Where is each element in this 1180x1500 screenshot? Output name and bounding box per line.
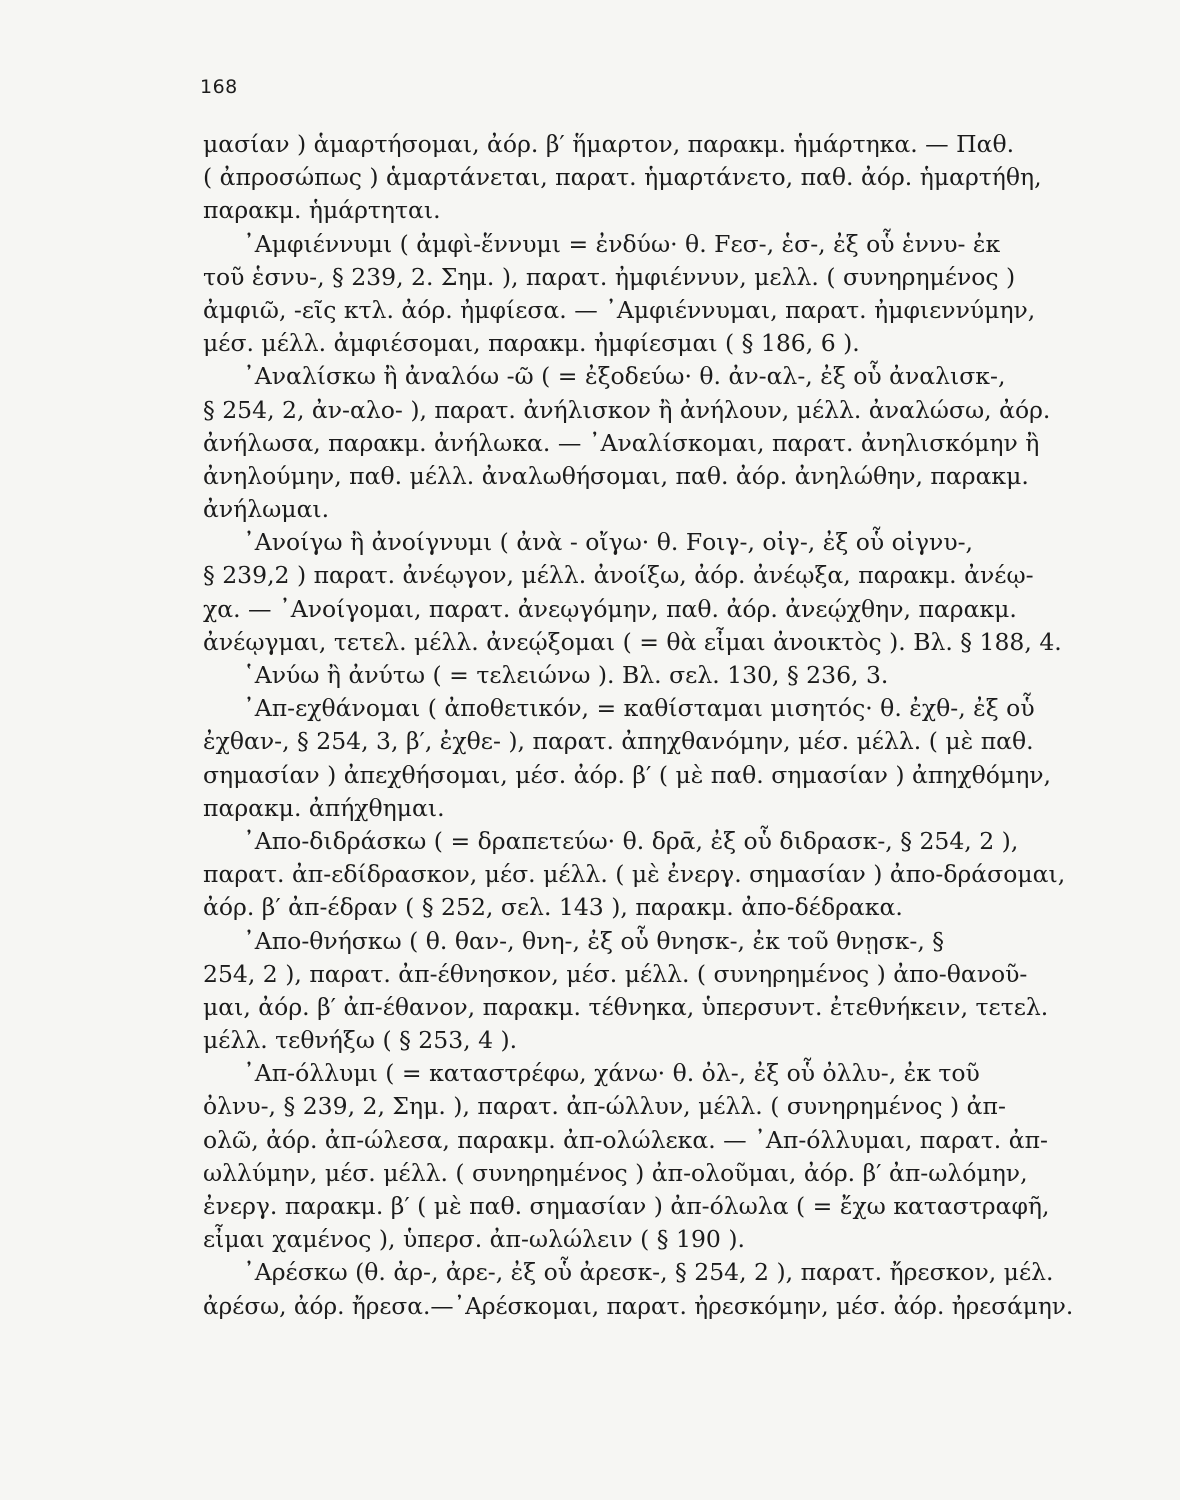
text-line: ἀνήλωσα, παρακμ. ἀνήλωκα. — ᾿Αναλίσκομαι, παρατ. ἀνηλισκόμην ἢ — [203, 428, 1040, 457]
text-line: ἀρέσω, ἀόρ. ἤρεσα.—᾿Αρέσκομαι, παρατ. ἠρεσκόμην, μέσ. ἀόρ. ἠρεσάμην. — [203, 1292, 1074, 1320]
text-line: ολῶ, ἀόρ. ἀπ-ώλεσα, παρακμ. ἀπ-ολώλεκα. — ᾿Απ-όλλυμαι, παρατ. ἀπ- — [203, 1125, 1048, 1154]
text-line: παρακμ. ἀπήχθημαι. — [203, 793, 445, 822]
text-line: ( ἀπροσώπως ) ἁμαρτάνεται, παρατ. ἡμαρτάνετο, παθ. ἀόρ. ἡμαρτήθη, — [203, 163, 1042, 192]
text-line: μέσ. μέλλ. ἀμφιέσομαι, παρακμ. ἠμφίεσμαι ( § 186, 6 ). — [203, 329, 860, 358]
text-line: μαι, ἀόρ. β′ ἀπ-έθανον, παρακμ. τέθνηκα, ὑπερσυντ. ἐτεθνήκειν, τετελ. — [203, 992, 1049, 1021]
text-line: σημασίαν ) ἀπεχθήσομαι, μέσ. ἀόρ. β′ ( μὲ παθ. σημασίαν ) ἀπηχθόμην, — [203, 760, 1052, 789]
entry-headline: ᾿Ανοίγω ἢ ἀνοίγνυμι ( ἀνὰ - οἴγω· θ. Fοιγ-, οἰγ-, ἐξ οὗ οἰγνυ-, — [243, 528, 974, 557]
text-line: τοῦ ἑσνυ-, § 239, 2. Σημ. ), παρατ. ἠμφιέννυν, μελλ. ( συνηρημένος ) — [203, 262, 1016, 291]
text-line: μέλλ. τεθνήξω ( § 253, 4 ). — [203, 1026, 518, 1055]
text-line: ἐνεργ. παρακμ. β′ ( μὲ παθ. σημασίαν ) ἀπ-όλωλα ( = ἔχω καταστραφῆ, — [203, 1192, 1050, 1220]
text-line: παρατ. ἀπ-εδίδρασκον, μέσ. μέλλ. ( μὲ ἐνεργ. σημασίαν ) ἀπο-δράσομαι, — [203, 860, 1066, 889]
entry-headline: ᾿Απ-όλλυμι ( = καταστρέφω, χάνω· θ. ὀλ-, ἐξ οὗ ὀλλυ-, ἐκ τοῦ — [243, 1059, 980, 1088]
text-line: ὀλνυ-, § 239, 2, Σημ. ), παρατ. ἀπ-ώλλυν, μέλλ. ( συνηρημένος ) ἀπ- — [203, 1092, 1006, 1121]
text-line: ἀνηλούμην, παθ. μέλλ. ἀναλωθήσομαι, παθ. ἀόρ. ἀνηλώθην, παρακμ. — [203, 461, 1029, 490]
text-line: § 239,2 ) παρατ. ἀνέῳγον, μέλλ. ἀνοίξω, ἀόρ. ἀνέῳξα, παρακμ. ἀνέῳ- — [203, 561, 1034, 590]
entry-headline: ᾿Απο-διδράσκω ( = δραπετεύω· θ. δρᾱ, ἐξ οὗ διδρασκ-, § 254, 2 ), — [243, 826, 1019, 855]
entry-headline: ᾿Απο-θνήσκω ( θ. θαν-, θνη-, ἐξ οὗ θνησκ-, ἐκ τοῦ θνῃσκ-, § — [243, 926, 945, 955]
text-line: μασίαν ) ἁμαρτήσομαι, ἀόρ. β′ ἥμαρτον, παρακμ. ἡμάρτηκα. — Παθ. — [203, 130, 1015, 158]
text-line: ωλλύμην, μέσ. μέλλ. ( συνηρημένος ) ἀπ-ολοῦμαι, ἀόρ. β′ ἀπ-ωλόμην, — [203, 1158, 1028, 1187]
entry-headline: ᾿Αμφιέννυμι ( ἀμφὶ-ἕννυμι = ἐνδύω· θ. Fεσ-, ἑσ-, ἐξ οὗ ἑννυ- ἐκ — [243, 229, 1001, 258]
dictionary-text — [203, 128, 1073, 1323]
page-number: 168 — [200, 76, 238, 98]
text-line: ἀμφιῶ, -εῖς κτλ. ἀόρ. ἠμφίεσα. — ᾿Αμφιέννυμαι, παρατ. ἠμφιεννύμην, — [203, 295, 1036, 324]
text-line: § 254, 2, ἀν-αλο- ), παρατ. ἀνήλισκον ἢ ἀνήλουν, μέλλ. ἀναλώσω, ἀόρ. — [203, 395, 1051, 424]
text-line: ἀόρ. β′ ἀπ-έδραν ( § 252, σελ. 143 ), παρακμ. ἀπο-δέδρακα. — [203, 893, 903, 922]
text-line: ἀνήλωμαι. — [203, 495, 330, 524]
text-line: ἀνέῳγμαι, τετελ. μέλλ. ἀνεῴξομαι ( = θὰ εἶμαι ἀνοικτὸς ). Βλ. § 188, 4. — [203, 627, 1062, 656]
text-line: παρακμ. ἡμάρτηται. — [203, 196, 441, 225]
text-line: εἶμαι χαμένος ), ὑπερσ. ἀπ-ωλώλειν ( § 190 ). — [203, 1225, 745, 1254]
entry-headline: ῾Ανύω ἢ ἀνύτω ( = τελειώνω ). Βλ. σελ. 130, § 236, 3. — [243, 661, 889, 689]
text-line: ἐχθαν-, § 254, 3, β′, ἐχθε- ), παρατ. ἀπηχθανόμην, μέσ. μέλλ. ( μὲ παθ. — [203, 727, 1034, 756]
text-line: 254, 2 ), παρατ. ἀπ-έθνησκον, μέσ. μέλλ. ( συνηρημένος ) ἀπο-θανοῦ- — [203, 959, 1028, 988]
entry-headline: ᾿Αρέσκω (θ. ἀρ-, ἀρε-, ἐξ οὗ ἀρεσκ-, § 254, 2 ), παρατ. ἤρεσκον, μέλ. — [243, 1258, 1054, 1287]
text-line: χα. — ᾿Ανοίγομαι, παρατ. ἀνεῳγόμην, παθ. ἀόρ. ἀνεῴχθην, παρακμ. — [203, 594, 1017, 623]
entry-headline: ᾿Απ-εχθάνομαι ( ἀποθετικόν, = καθίσταμαι μισητός· θ. ἐχθ-, ἐξ οὗ — [243, 694, 1035, 723]
entry-headline: ᾿Αναλίσκω ἢ ἀναλόω -ῶ ( = ἐξοδεύω· θ. ἀν-αλ-, ἐξ οὗ ἀναλισκ-, — [243, 362, 1006, 391]
